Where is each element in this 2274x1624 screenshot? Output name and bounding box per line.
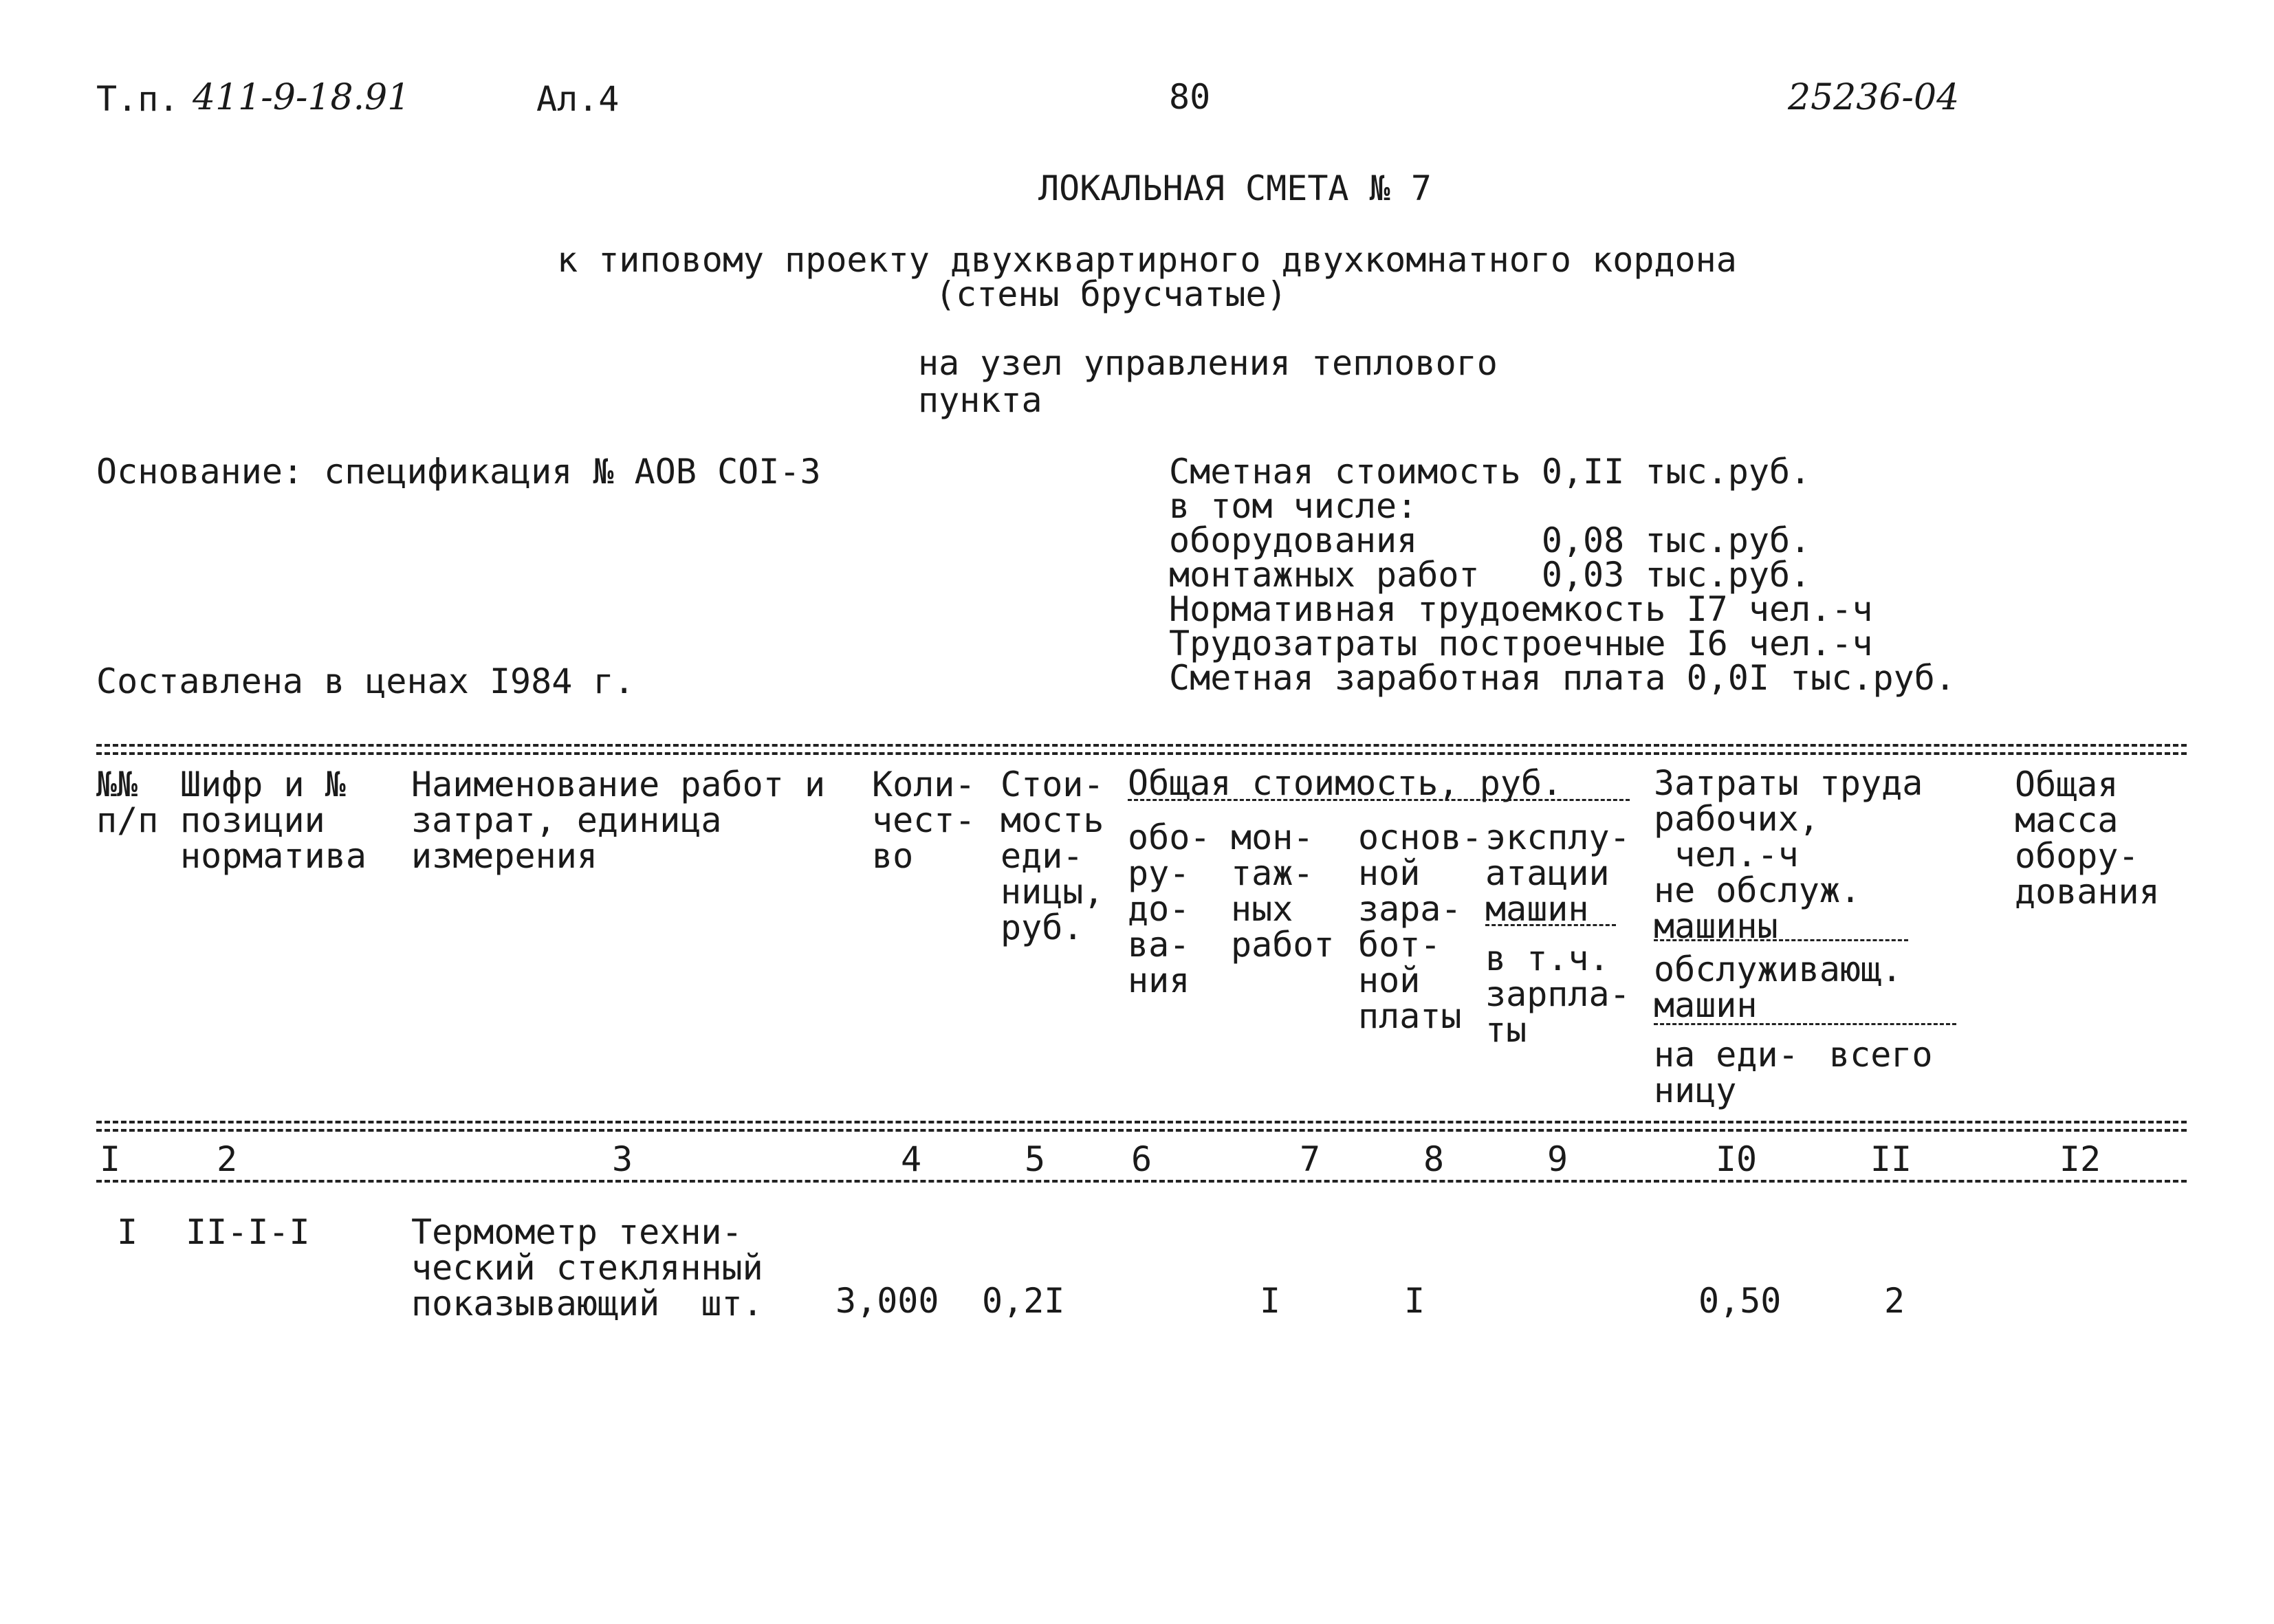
- header-col-name: Наименование работ и затрат, единица измерения: [411, 765, 826, 876]
- column-number: 2: [216, 1139, 238, 1179]
- summary-wage: Сметная заработная плата 0,0I тыс.руб.: [1169, 658, 1956, 698]
- page-number: 80: [1169, 77, 1211, 117]
- row-quantity: 3,000: [835, 1281, 939, 1321]
- tp-prefix: Т.п.: [96, 79, 179, 119]
- summary-equipment: оборудования 0,08 тыс.руб.: [1169, 520, 1811, 560]
- column-number: I2: [2059, 1139, 2101, 1179]
- header-labor-not-servicing: Затраты труда рабочих, чел.-ч не обслуж. машины: [1654, 763, 1923, 946]
- column-number: 5: [1024, 1139, 1046, 1179]
- header-col-base-wage: основ- ной зара- бот- ной платы: [1358, 818, 1483, 1036]
- column-numbers-bottom-rule: [96, 1180, 2187, 1183]
- header-col-installation: мон- таж- ных работ: [1231, 818, 1335, 965]
- title-line-2: (стены брусчатые): [935, 274, 1287, 314]
- row-number: I: [117, 1212, 138, 1252]
- summary-site-labor: Трудозатраты построечные I6 чел.-ч: [1169, 624, 1873, 663]
- album-label: Ал.4: [536, 79, 620, 119]
- column-numbers-top-rule-2: [96, 1129, 2187, 1132]
- header-col-machine-operation: эксплу- атации машин: [1485, 818, 1630, 929]
- header-labor-total: всего: [1829, 1035, 1933, 1075]
- machine-operation-underline: [1485, 924, 1616, 926]
- header-col-equipment-mass: Общая масса обору- дования: [2015, 765, 2160, 912]
- header-group-total-cost: Общая стоимость, руб.: [1128, 763, 1563, 803]
- row-labor-total: 2: [1884, 1281, 1905, 1321]
- column-number: 7: [1299, 1139, 1321, 1179]
- document-code-handwritten: 25236-04: [1788, 77, 1960, 118]
- table-top-rule-2: [96, 752, 2187, 755]
- document-title: ЛОКАЛЬНАЯ СМЕТА № 7: [1038, 168, 1432, 208]
- price-level: Составлена в ценах I984 г.: [96, 661, 635, 701]
- labor-underline-1: [1654, 939, 1908, 941]
- column-numbers-top-rule: [96, 1121, 2187, 1123]
- row-labor-per-unit: 0,50: [1698, 1281, 1782, 1321]
- column-number: 9: [1546, 1139, 1568, 1179]
- header-labor-per-unit: на еди- ницу: [1654, 1035, 1799, 1110]
- summary-installation: монтажных работ 0,03 тыс.руб.: [1169, 555, 1811, 595]
- object-line-2: пункта: [918, 380, 1042, 420]
- column-number: I: [99, 1139, 121, 1179]
- title-line-1: к типовому проекту двухквартирного двухкомнатного кордона: [557, 240, 1737, 280]
- summary-normative-labor: Нормативная трудоемкость I7 чел.-ч: [1169, 589, 1873, 629]
- tp-number-handwritten: 411-9-18.91: [193, 77, 411, 118]
- summary-including: в том числе:: [1169, 486, 1418, 526]
- labor-underline-2: [1654, 1023, 1956, 1025]
- header-col-code: Шифр и № позиции норматива: [180, 765, 367, 876]
- column-number: 3: [611, 1139, 633, 1179]
- header-labor-servicing: обслуживающ. машин: [1654, 950, 1903, 1025]
- column-number: II: [1870, 1139, 1912, 1179]
- row-code: II-I-I: [186, 1212, 310, 1252]
- row-name: Термометр техни- ческий стеклянный показывающий шт.: [411, 1212, 763, 1324]
- header-col-machine-wage: в т.ч. зарпла- ты: [1485, 939, 1630, 1050]
- column-number: 6: [1130, 1139, 1152, 1179]
- column-number: I0: [1715, 1139, 1758, 1179]
- object-line-1: на узел управления теплового: [918, 343, 1498, 383]
- row-installation-cost: I: [1260, 1281, 1281, 1321]
- group-cost-underline: [1128, 799, 1630, 801]
- row-unit-price: 0,2I: [982, 1281, 1065, 1321]
- header-col-number: №№ п/п: [96, 765, 159, 840]
- header-col-equipment: обо- ру- до- ва- ния: [1128, 818, 1211, 1000]
- basis-specification: Основание: спецификация № АОВ СОI-3: [96, 452, 821, 492]
- table-top-rule: [96, 744, 2187, 747]
- header-col-unit-price: Стои- мость еди- ницы, руб.: [1001, 765, 1104, 947]
- row-base-wage: I: [1404, 1281, 1425, 1321]
- column-number: 4: [900, 1139, 922, 1179]
- summary-estimated-cost: Сметная стоимость 0,II тыс.руб.: [1169, 452, 1811, 492]
- header-col-qty: Коли- чест- во: [872, 765, 976, 876]
- column-number: 8: [1423, 1139, 1445, 1179]
